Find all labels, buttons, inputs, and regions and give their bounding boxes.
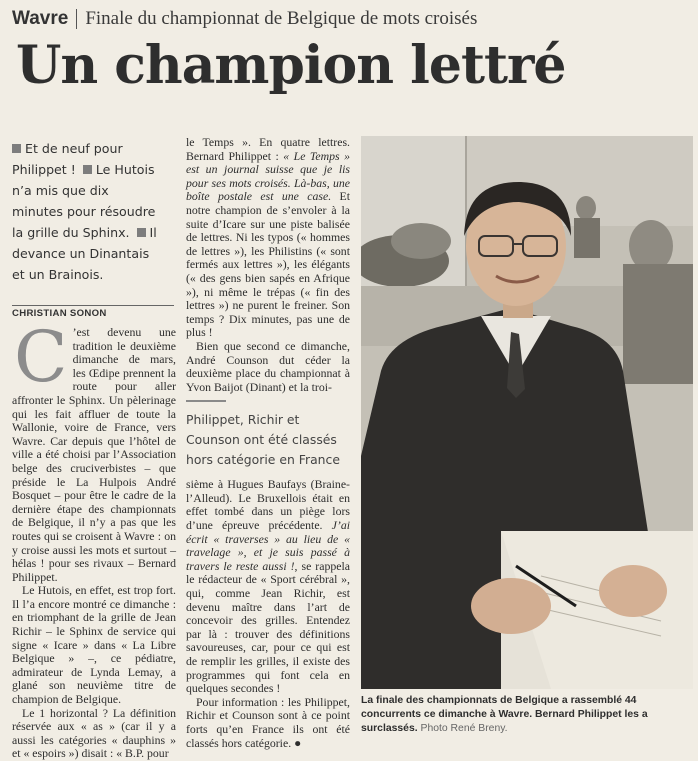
kicker-divider — [76, 9, 77, 29]
kicker-subtitle: Finale du championnat de Belgique de mots croisés — [85, 8, 478, 29]
article-column-2 — [186, 136, 350, 750]
photo-credit: Photo René Breny. — [420, 723, 508, 734]
lead-part-2: Le Hutois n’a mis que dix minutes pour résoudre la grille du Sphinx. — [12, 162, 156, 240]
paragraph-1-text: ’est devenu une tradition le deuxième dimanche de mars, les Œdipe prennent la route pour aller affronter le Sphinx. Un pèlerinage qui les fait affluer de toute la Wallonie, voire de France, vers Wavre. Car depuis que l’hôtel de ville a été choisi par l’Association belge des cruciverbistes – que préside le La Hulpois André Bosquet – pour être le cadre de la dernière étape des championnats de Belgique, il n’y a pas que les routes qui se croisent à Wavre : on y croise aussi les mots et surtout – hélas ! pour ses rivaux – Bernard Philippet. — [12, 325, 176, 584]
champion-portrait-image — [361, 136, 693, 689]
paragraph-6-quote: J’ai écrit « traverses » au lieu de « travelage », et je suis passé à travers le reste aussi ! — [186, 518, 350, 573]
paragraph-4 — [186, 136, 350, 340]
pull-quote: Philippet, Richir et Counson ont été classés hors catégorie en France — [186, 412, 340, 468]
square-bullet-icon — [83, 165, 92, 174]
paragraph-4-end: Et notre champion de s’envoler à la suite d’Icare sur une piste balisée de lettres. Ni les typos (« hommes de lettres »), les Philistins (« sont fermés aux lettres »), les élégants (« des gens bien sapés en Afrique »), ni même le trépas (« fin des lettres ») ne purent le freiner. Son temps ? Dix minutes, pas une de plus ! — [186, 189, 350, 340]
paragraph-4-start: le Temps ». En quatre lettres. Bernard Philippet : — [186, 135, 350, 163]
lead-part-3: Il devance un Dinantais et un Brainois. — [12, 225, 157, 282]
caption-text: La finale des championnats de Belgique a rassemblé 44 concurrents ce dimanche à Wavre. Bernard Philippet les a surclassés. — [361, 695, 648, 734]
drop-cap: C — [14, 316, 68, 398]
article-photo — [361, 136, 693, 689]
byline: CHRISTIAN SONON — [12, 305, 174, 319]
paragraph-5: Bien que second ce dimanche, André Counson dut céder la deuxième place du championnat à Yvon Baijot (Dinant) et la troi- — [186, 338, 350, 394]
square-bullet-icon — [137, 228, 146, 237]
article-column-1 — [12, 316, 176, 761]
pull-quote-rule — [186, 400, 226, 402]
lead-paragraph — [12, 138, 162, 285]
square-bullet-icon — [12, 144, 21, 153]
lead-part-1: Et de neuf pour Philippet ! — [12, 141, 123, 177]
paragraph-4-quote: « Le Temps » est un journal suisse que je lis pour ses mots croisés. Là-bas, une boîte postale est une case. — [186, 148, 350, 204]
kicker-place: Wavre — [12, 8, 69, 29]
paragraph-6-end: , se rappela le rédacteur de « Sport cérébral », qui, comme Jean Richir, est devenu maître dans l’art de concevoir des grilles. Entendez par là : trouver des définitions savoureuses, car, pour ce qui est de remplir les grilles, il existe des programmes qui font cela en quelques secondes ! — [186, 558, 350, 696]
paragraph-1 — [12, 316, 176, 584]
paragraph-3: Le 1 horizontal ? La définition réservée aux « as » (car il y a aussi les catégories « dauphins » et « espoirs ») disait : « B.P. pour — [12, 705, 176, 761]
paragraph-7: Pour information : les Philippet, Richir et Counson sont à ce point forts qu’en France ils ont été classés hors catégorie. ● — [186, 694, 350, 750]
paragraph-6 — [186, 478, 350, 696]
headline: Un champion lettré — [16, 35, 566, 96]
paragraph-6-start: sième à Hugues Baufays (Braine-l’Alleud). Le Bruxellois était en effet tombé dans un piège lors d’une épreuve précédente. — [186, 477, 350, 533]
paragraph-2: Le Hutois, en effet, est trop fort. Il l’a encore montré ce dimanche : en triomphant de la grille de Jean Richir – le Sphinx de service qui signe « Icare » dans « La Libre Belgique » –, ce pédiatre, admirateur de Lynda Lemay, a glané son neuvième titre de champion de Belgique. — [12, 583, 176, 707]
photo-caption — [361, 694, 693, 736]
